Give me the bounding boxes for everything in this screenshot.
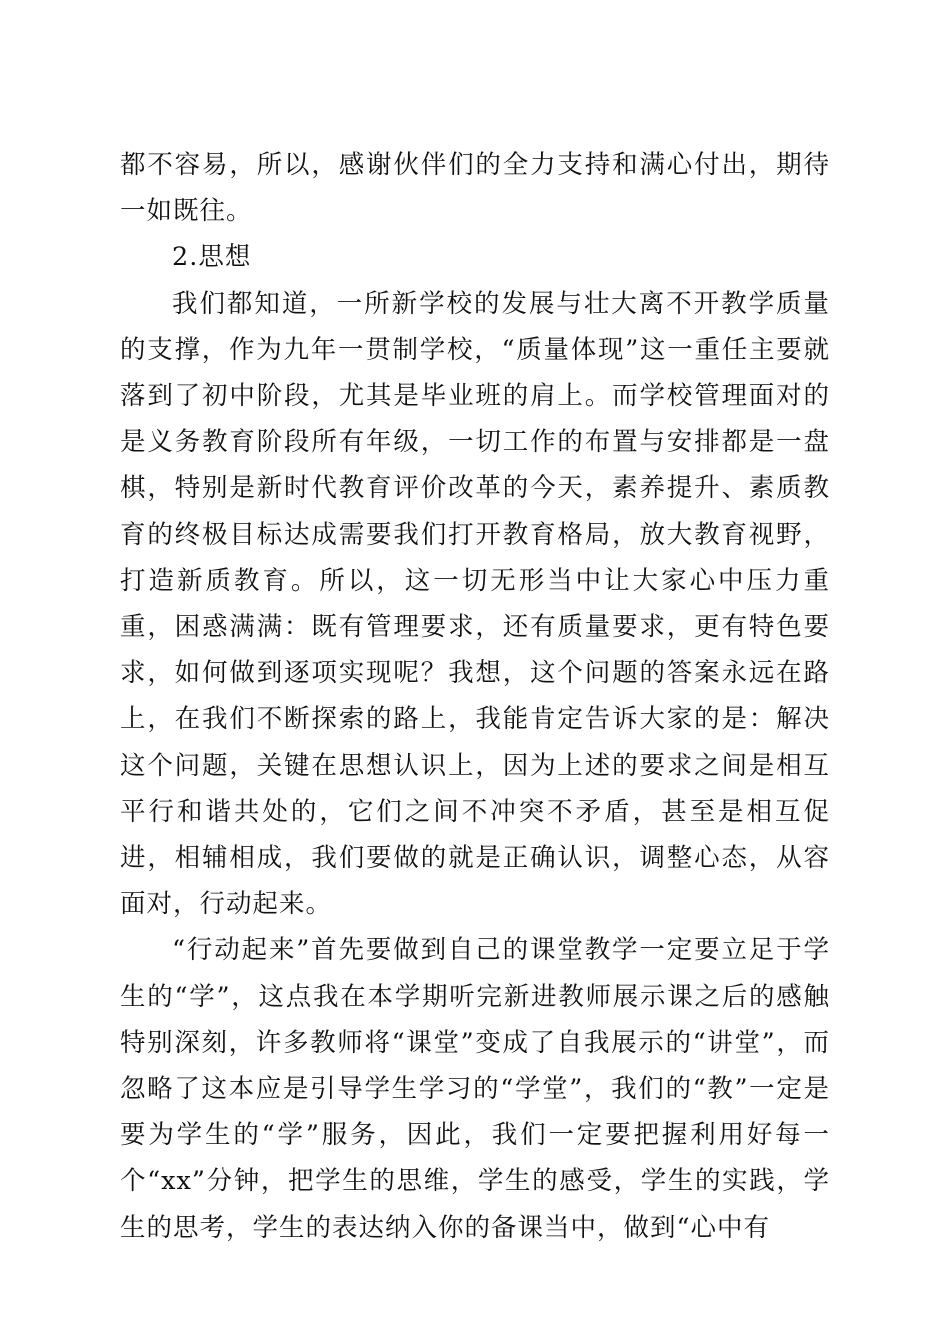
paragraph-thought: 我们都知道，一所新学校的发展与壮大离不开教学质量的支撑，作为九年一贯制学校，“质量体现”这一重任主要就落到了初中阶段，尤其是毕业班的肩上。而学校管理面对的是义务教育阶段所有年级，一切工作的布置与安排都是一盘棋，特别是新时代教育评价改革的今天，素养提升、素质教育的终极目标达成需要我们打开教育格局，放大教育视野，打造新质教育。所以，这一切无形当中让大家心中压力重重，困惑满满：既有管理要求，还有质量要求，更有特色要求，如何做到逐项实现呢？我想，这个问题的答案永远在路上，在我们不断探索的路上，我能肯定告诉大家的是：解决这个问题，关键在思想认识上，因为上述的要求之间是相互平行和谐共处的，它们之间不冲突不矛盾，甚至是相互促进，相辅相成，我们要做的就是正确认识，调整心态，从容面对，行动起来。 — [120, 288, 830, 920]
paragraph-continuation: 都不容易，所以，感谢伙伴们的全力支持和满心付出，期待一如既往。 — [120, 150, 830, 227]
paragraph-action: “行动起来”首先要做到自己的课堂教学一定要立足于学生的“学”，这点我在本学期听完新进教师展示课之后的感触特别深刻，许多教师将“课堂”变成了自我展示的“讲堂”，而忽略了这本应是引导学生学习的“学堂”，我们的“教”一定是要为学生的“学”服务，因此，我们一定要把握利用好每一个“xx”分钟，把学生的思维，学生的感受，学生的实践，学生的思考，学生的表达纳入你的备课当中，做到“心中有 — [120, 935, 830, 1243]
section-heading: 2.思想 — [172, 242, 252, 273]
document-body — [120, 142, 830, 1251]
